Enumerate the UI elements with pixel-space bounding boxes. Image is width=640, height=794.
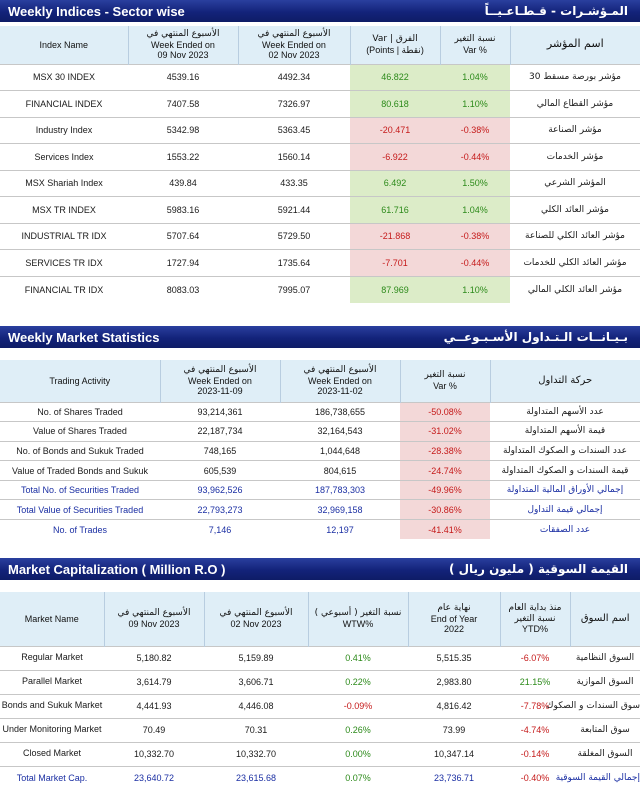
- index-name-ar: مؤشر العائد الكلي: [510, 197, 640, 224]
- market-name-ar: سوق السندات و الصكوك: [570, 694, 640, 718]
- market-name: Parallel Market: [0, 670, 104, 694]
- stats-week2-value: 32,969,158: [280, 500, 400, 520]
- wtw-header: [308, 592, 408, 646]
- stats-var-header-en: Var %: [433, 380, 457, 391]
- cap-week1-header-ar: الأسبوع المنتهي في: [117, 608, 191, 619]
- index-week1-value: 1727.94: [128, 250, 238, 277]
- index-week1-value: 8083.03: [128, 276, 238, 303]
- market-week1-value: 5,180.82: [104, 646, 204, 670]
- stats-week1-value: 605,539: [160, 461, 280, 481]
- index-name: Services Index: [0, 144, 128, 171]
- index-week1-value: 1553.22: [128, 144, 238, 171]
- index-name-ar: مؤشر العائد الكلي للصناعة: [510, 223, 640, 250]
- stats-activity-name-ar: عدد الصفقات: [490, 520, 640, 540]
- index-name-ar: مؤشر العائد الكلي للخدمات: [510, 250, 640, 277]
- market-eoy-value: 4,816.42: [408, 694, 500, 718]
- index-week2-value: 5921.44: [238, 197, 350, 224]
- cap-week2-header-date: 02 Nov 2023: [230, 618, 282, 629]
- market-cap-row: [0, 718, 640, 742]
- market-name-ar: السوق النظامية: [570, 646, 640, 670]
- weekly-indices-header: [0, 0, 640, 22]
- index-row: [0, 144, 640, 171]
- stats-week1-value: 7,146: [160, 520, 280, 540]
- stats-row: [0, 422, 640, 442]
- market-eoy-value: 73.99: [408, 718, 500, 742]
- index-name: FINANCIAL TR IDX: [0, 276, 128, 303]
- week2-header: [238, 26, 350, 64]
- market-name-header: Market Name: [0, 592, 104, 646]
- stats-activity-name-ar: قيمة الأسهم المتداولة: [490, 422, 640, 442]
- stats-activity-name: No. of Bonds and Sukuk Traded: [0, 441, 160, 461]
- cap-week2-header: [204, 592, 308, 646]
- index-row: [0, 223, 640, 250]
- index-var-points: 87.969: [350, 276, 440, 303]
- wtw-header-ar: نسبة التغير ( أسبوعي ): [314, 608, 402, 619]
- stats-week2-header-date: 2023-11-02: [317, 385, 363, 396]
- index-name-ar-header: اسم المؤشر: [510, 26, 640, 64]
- index-var-pct: -0.44%: [440, 250, 510, 277]
- index-var-points: -21.868: [350, 223, 440, 250]
- market-cap-row: [0, 742, 640, 766]
- stats-var-pct: -24.74%: [400, 461, 490, 481]
- market-cap-header: [0, 558, 640, 580]
- index-var-points: -6.922: [350, 144, 440, 171]
- stats-row: [0, 461, 640, 481]
- index-name-header: Index Name: [0, 26, 128, 64]
- index-row: [0, 276, 640, 303]
- index-var-points: -7.701: [350, 250, 440, 277]
- index-var-pct: 1.10%: [440, 276, 510, 303]
- market-eoy-value: 10,347.14: [408, 742, 500, 766]
- stats-var-pct: -50.08%: [400, 402, 490, 422]
- market-wtw-pct: 0.41%: [308, 646, 408, 670]
- index-name-ar: مؤشر بورصة مسقط 30: [510, 64, 640, 91]
- stats-week1-value: 22,187,734: [160, 422, 280, 442]
- market-eoy-value: 5,515.35: [408, 646, 500, 670]
- ytd-header-en: YTD%: [521, 623, 548, 634]
- index-name: MSX 30 INDEX: [0, 64, 128, 91]
- stats-row: [0, 500, 640, 520]
- stats-week2-header-en: Week Ended on: [308, 375, 372, 386]
- week1-header-date: 09 Nov 2023: [157, 49, 209, 60]
- stats-week2-header: [280, 360, 400, 402]
- market-cap-row: [0, 670, 640, 694]
- weekly-market-stats-title-ar: بـيـانــات الـتـداول الأسـبـوعــي: [443, 330, 628, 344]
- stats-activity-name: Total Value of Securities Traded: [0, 500, 160, 520]
- market-cap-table: [0, 592, 640, 790]
- index-week2-value: 5729.50: [238, 223, 350, 250]
- market-wtw-pct: 0.00%: [308, 742, 408, 766]
- index-var-pct: -0.44%: [440, 144, 510, 171]
- index-name: FINANCIAL INDEX: [0, 91, 128, 118]
- eoy-header: [408, 592, 500, 646]
- stats-row: [0, 402, 640, 422]
- stats-week2-value: 12,197: [280, 520, 400, 540]
- stats-week1-value: 22,793,273: [160, 500, 280, 520]
- stats-row: [0, 480, 640, 500]
- stats-var-pct: -49.96%: [400, 480, 490, 500]
- market-cap-row: [0, 694, 640, 718]
- var-points-header-ar: الفرق | Var: [372, 34, 418, 45]
- market-week1-value: 3,614.79: [104, 670, 204, 694]
- index-name: MSX TR INDEX: [0, 197, 128, 224]
- stats-var-header: [400, 360, 490, 402]
- market-week2-value: 70.31: [204, 718, 308, 742]
- market-ytd-pct: -0.40%: [500, 766, 570, 790]
- market-week2-value: 23,615.68: [204, 766, 308, 790]
- week2-header-ar: الأسبوع المنتهي في: [257, 29, 331, 40]
- index-var-pct: 1.10%: [440, 91, 510, 118]
- index-week1-value: 7407.58: [128, 91, 238, 118]
- stats-week1-header-date: 2023-11-09: [197, 385, 243, 396]
- market-eoy-value: 23,736.71: [408, 766, 500, 790]
- stats-week1-header: [160, 360, 280, 402]
- stats-row: [0, 520, 640, 540]
- index-name-ar: مؤشر الصناعة: [510, 117, 640, 144]
- index-name: INDUSTRIAL TR IDX: [0, 223, 128, 250]
- stats-activity-name-ar: عدد الأسهم المتداولة: [490, 402, 640, 422]
- index-row: [0, 64, 640, 91]
- index-name: Industry Index: [0, 117, 128, 144]
- market-week2-value: 4,446.08: [204, 694, 308, 718]
- stats-var-pct: -31.02%: [400, 422, 490, 442]
- stats-week2-header-ar: الأسبوع المنتهي في: [303, 365, 377, 376]
- market-ytd-pct: 21.15%: [500, 670, 570, 694]
- stats-activity-name-ar: إجمالي الأوراق المالية المتداولة: [490, 480, 640, 500]
- market-name: Regular Market: [0, 646, 104, 670]
- var-pct-header-ar: نسبة التغير: [454, 34, 496, 45]
- market-name-ar: إجمالي القيمة السوقية: [570, 766, 640, 790]
- index-row: [0, 250, 640, 277]
- week1-header-ar: الأسبوع المنتهي في: [146, 29, 220, 40]
- market-ytd-pct: -0.14%: [500, 742, 570, 766]
- index-var-pct: -0.38%: [440, 223, 510, 250]
- stats-activity-name: Value of Shares Traded: [0, 422, 160, 442]
- index-week2-value: 5363.45: [238, 117, 350, 144]
- stats-var-pct: -28.38%: [400, 441, 490, 461]
- stats-activity-name-ar: عدد السندات و الصكوك المتداولة: [490, 441, 640, 461]
- market-name: Bonds and Sukuk Market: [0, 694, 104, 718]
- market-name: Closed Market: [0, 742, 104, 766]
- index-week2-value: 4492.34: [238, 64, 350, 91]
- stats-week2-value: 32,164,543: [280, 422, 400, 442]
- market-name: Under Monitoring Market: [0, 718, 104, 742]
- weekly-market-stats-table: [0, 360, 640, 539]
- stats-activity-name: Value of Traded Bonds and Sukuk: [0, 461, 160, 481]
- index-row: [0, 117, 640, 144]
- trading-activity-ar-header: حركة التداول: [490, 360, 640, 402]
- stats-activity-name: Total No. of Securities Traded: [0, 480, 160, 500]
- market-week1-value: 10,332.70: [104, 742, 204, 766]
- market-ytd-pct: -4.74%: [500, 718, 570, 742]
- ytd-header-ar2: نسبة التغير: [514, 613, 556, 624]
- market-name: Total Market Cap.: [0, 766, 104, 790]
- index-var-points: 6.492: [350, 170, 440, 197]
- market-name-ar: السوق الموازية: [570, 670, 640, 694]
- index-var-points: 80.618: [350, 91, 440, 118]
- week2-header-date: 02 Nov 2023: [268, 49, 320, 60]
- market-wtw-pct: 0.22%: [308, 670, 408, 694]
- eoy-header-en: End of Year: [430, 613, 478, 624]
- index-name: SERVICES TR IDX: [0, 250, 128, 277]
- stats-var-pct: -41.41%: [400, 520, 490, 540]
- index-row: [0, 170, 640, 197]
- market-cap-row: [0, 766, 640, 790]
- ytd-header: [500, 592, 570, 646]
- stats-activity-name: No. of Shares Traded: [0, 402, 160, 422]
- index-week1-value: 4539.16: [128, 64, 238, 91]
- index-row: [0, 197, 640, 224]
- market-eoy-value: 2,983.80: [408, 670, 500, 694]
- market-cap-title: Market Capitalization ( Million R.O ): [8, 561, 226, 577]
- index-week1-value: 5342.98: [128, 117, 238, 144]
- var-pct-header-en: Var %: [463, 44, 487, 55]
- stats-week1-header-ar: الأسبوع المنتهي في: [183, 365, 257, 376]
- market-week2-value: 3,606.71: [204, 670, 308, 694]
- weekly-indices-table: [0, 26, 640, 303]
- index-week1-value: 5983.16: [128, 197, 238, 224]
- index-row: [0, 91, 640, 118]
- eoy-header-ar: نهاية عام: [437, 603, 471, 614]
- stats-week2-value: 804,615: [280, 461, 400, 481]
- index-var-points: -20.471: [350, 117, 440, 144]
- index-week2-value: 7326.97: [238, 91, 350, 118]
- stats-week1-header-en: Week Ended on: [188, 375, 252, 386]
- ytd-header-ar1: منذ بداية العام: [508, 603, 562, 614]
- market-name-ar-header: اسم السوق: [570, 592, 640, 646]
- week1-header-en: Week Ended on: [151, 39, 215, 50]
- index-week2-value: 1735.64: [238, 250, 350, 277]
- week1-header: [128, 26, 238, 64]
- market-wtw-pct: -0.09%: [308, 694, 408, 718]
- index-var-points: 61.716: [350, 197, 440, 224]
- stats-var-pct: -30.86%: [400, 500, 490, 520]
- market-week1-value: 4,441.93: [104, 694, 204, 718]
- market-ytd-pct: -6.07%: [500, 646, 570, 670]
- index-var-pct: 1.04%: [440, 197, 510, 224]
- index-name-ar: مؤشر الخدمات: [510, 144, 640, 171]
- market-ytd-pct: -7.78%: [500, 694, 570, 718]
- week2-header-en: Week Ended on: [262, 39, 326, 50]
- stats-activity-name-ar: قيمة السندات و الصكوك المتداولة: [490, 461, 640, 481]
- index-name-ar: مؤشر القطاع المالي: [510, 91, 640, 118]
- stats-week2-value: 1,044,648: [280, 441, 400, 461]
- eoy-header-year: 2022: [443, 623, 465, 634]
- market-week2-value: 10,332.70: [204, 742, 308, 766]
- weekly-market-stats-title: Weekly Market Statistics: [8, 329, 160, 345]
- var-points-header: [350, 26, 440, 64]
- market-name-ar: سوق المتابعة: [570, 718, 640, 742]
- index-week2-value: 433.35: [238, 170, 350, 197]
- stats-activity-name-ar: إجمالي قيمة التداول: [490, 500, 640, 520]
- index-week2-value: 1560.14: [238, 144, 350, 171]
- stats-week1-value: 93,962,526: [160, 480, 280, 500]
- stats-week1-value: 93,214,361: [160, 402, 280, 422]
- cap-week2-header-ar: الأسبوع المنتهي في: [219, 608, 293, 619]
- trading-activity-header: Trading Activity: [0, 360, 160, 402]
- stats-week2-value: 187,783,303: [280, 480, 400, 500]
- stats-week1-value: 748,165: [160, 441, 280, 461]
- index-var-points: 46.822: [350, 64, 440, 91]
- market-wtw-pct: 0.26%: [308, 718, 408, 742]
- var-points-header-en: (Points | نقطة): [366, 44, 424, 55]
- index-var-pct: -0.38%: [440, 117, 510, 144]
- stats-row: [0, 441, 640, 461]
- cap-week1-header-date: 09 Nov 2023: [128, 618, 180, 629]
- index-name-ar: مؤشر العائد الكلي المالي: [510, 276, 640, 303]
- index-var-pct: 1.04%: [440, 64, 510, 91]
- index-name-ar: المؤشر الشرعي: [510, 170, 640, 197]
- stats-week2-value: 186,738,655: [280, 402, 400, 422]
- market-week2-value: 5,159.89: [204, 646, 308, 670]
- market-cap-title-ar: القيمة السوقية ( مليون ريال ): [448, 562, 628, 576]
- wtw-header-en: WTW%: [342, 618, 374, 629]
- market-name-ar: السوق المغلقة: [570, 742, 640, 766]
- market-wtw-pct: 0.07%: [308, 766, 408, 790]
- weekly-indices-title: Weekly Indices - Sector wise: [8, 3, 185, 19]
- stats-activity-name: No. of Trades: [0, 520, 160, 540]
- var-pct-header: [440, 26, 510, 64]
- index-week2-value: 7995.07: [238, 276, 350, 303]
- weekly-indices-title-ar: المـؤشـرات - قـطـاعـيــاً: [484, 4, 628, 18]
- cap-week1-header: [104, 592, 204, 646]
- market-cap-row: [0, 646, 640, 670]
- market-week1-value: 70.49: [104, 718, 204, 742]
- index-week1-value: 439.84: [128, 170, 238, 197]
- index-name: MSX Shariah Index: [0, 170, 128, 197]
- weekly-market-stats-header: [0, 326, 640, 348]
- index-var-pct: 1.50%: [440, 170, 510, 197]
- stats-var-header-ar: نسبة التغير: [424, 370, 466, 381]
- index-week1-value: 5707.64: [128, 223, 238, 250]
- market-week1-value: 23,640.72: [104, 766, 204, 790]
